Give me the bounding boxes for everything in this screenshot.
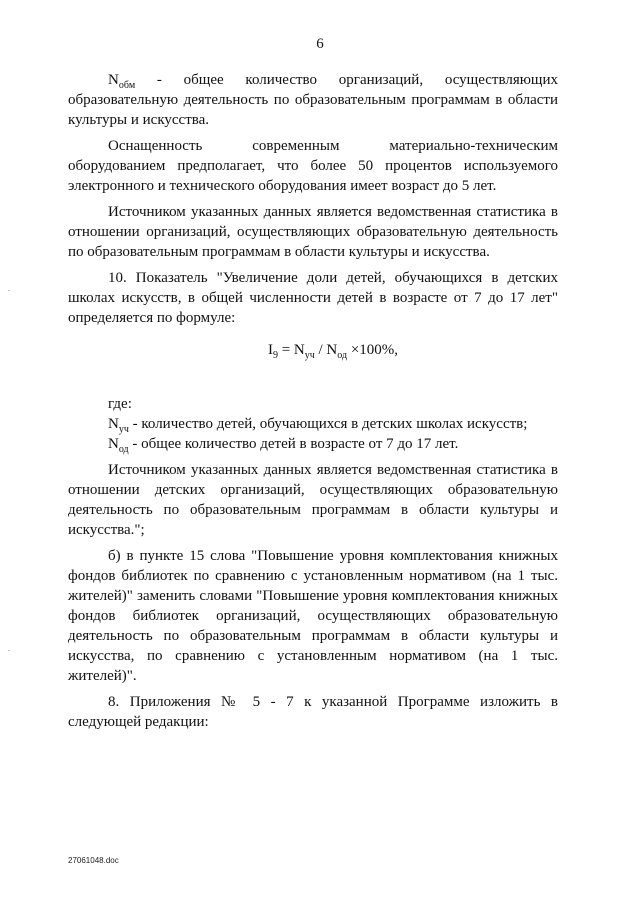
formula-tail: ×100%, xyxy=(347,342,399,358)
paragraph-equipment: Оснащенность современным материально-техническим оборудованием предполагает, что более 50 процентов используемого электронного и технического оборудования имеет возраст до 5 лет. xyxy=(68,138,558,194)
definition-text: - общее количество детей в возрасте от 7 до 17 лет. xyxy=(128,436,459,452)
document-body xyxy=(68,70,558,738)
margin-mark xyxy=(8,290,10,291)
formula-divide: / N xyxy=(314,342,338,358)
symbol-n: N xyxy=(108,72,119,88)
symbol-n: N xyxy=(108,416,119,432)
footer-filename: 27061048.doc xyxy=(68,856,119,865)
formula xyxy=(68,340,558,360)
definition-text: - количество детей, обучающихся в детских школах искусств; xyxy=(128,416,528,432)
symbol-subscript: од xyxy=(118,444,129,455)
paragraph-n-obm xyxy=(68,70,558,130)
paragraph-item-b: б) в пункте 15 слова "Повышение уровня комплектования книжных фондов библиотек по сравнению с установленным нормативом (на 1 тыс. жителей)" заменить словами "Повышение уровня комплектования книжных фондов библиотек организаций, осуществляющих образовательную деятельность по образовательным программам в области культуры и искусства, по сравнению с установленным нормативом (на 1 тыс. жителей)". xyxy=(68,548,558,684)
symbol-subscript: обм xyxy=(118,80,136,91)
paragraph-text: - общее количество организаций, осуществляющих образовательную деятельность по образовательным программам в области культуры и искусства. xyxy=(68,72,558,128)
paragraph-source-2: Источником указанных данных является ведомственная статистика в отношении детских организаций, осуществляющих образовательную деятельность по образовательным программам в области культуры и искусства."; xyxy=(68,462,558,538)
formula-denominator-subscript: од xyxy=(337,350,348,361)
definition-n-uch xyxy=(68,414,558,434)
paragraph-indicator-10: 10. Показатель "Увеличение доли детей, обучающихся в детских школах искусств, в общей численности детей в возрасте от 7 до 17 лет" определяется по формуле: xyxy=(68,270,558,326)
symbol-subscript: уч xyxy=(118,424,129,435)
formula-lhs: I xyxy=(267,342,273,358)
definition-n-od xyxy=(68,434,558,454)
formula-numerator-subscript: уч xyxy=(304,350,315,361)
margin-mark xyxy=(8,650,10,651)
paragraph-item-8: 8. Приложения № 5 - 7 к указанной Программе изложить в следующей редакции: xyxy=(68,694,558,730)
formula-lhs-subscript: 9 xyxy=(272,350,278,361)
page-number: 6 xyxy=(316,36,324,52)
symbol-n: N xyxy=(108,436,119,452)
paragraph-source-1: Источником указанных данных является ведомственная статистика в отношении организаций, осуществляющих образовательную деятельность по образовательным программам в области культуры и искусства. xyxy=(68,204,558,260)
formula-equals: = N xyxy=(277,342,305,358)
where-label: где: xyxy=(108,396,132,412)
